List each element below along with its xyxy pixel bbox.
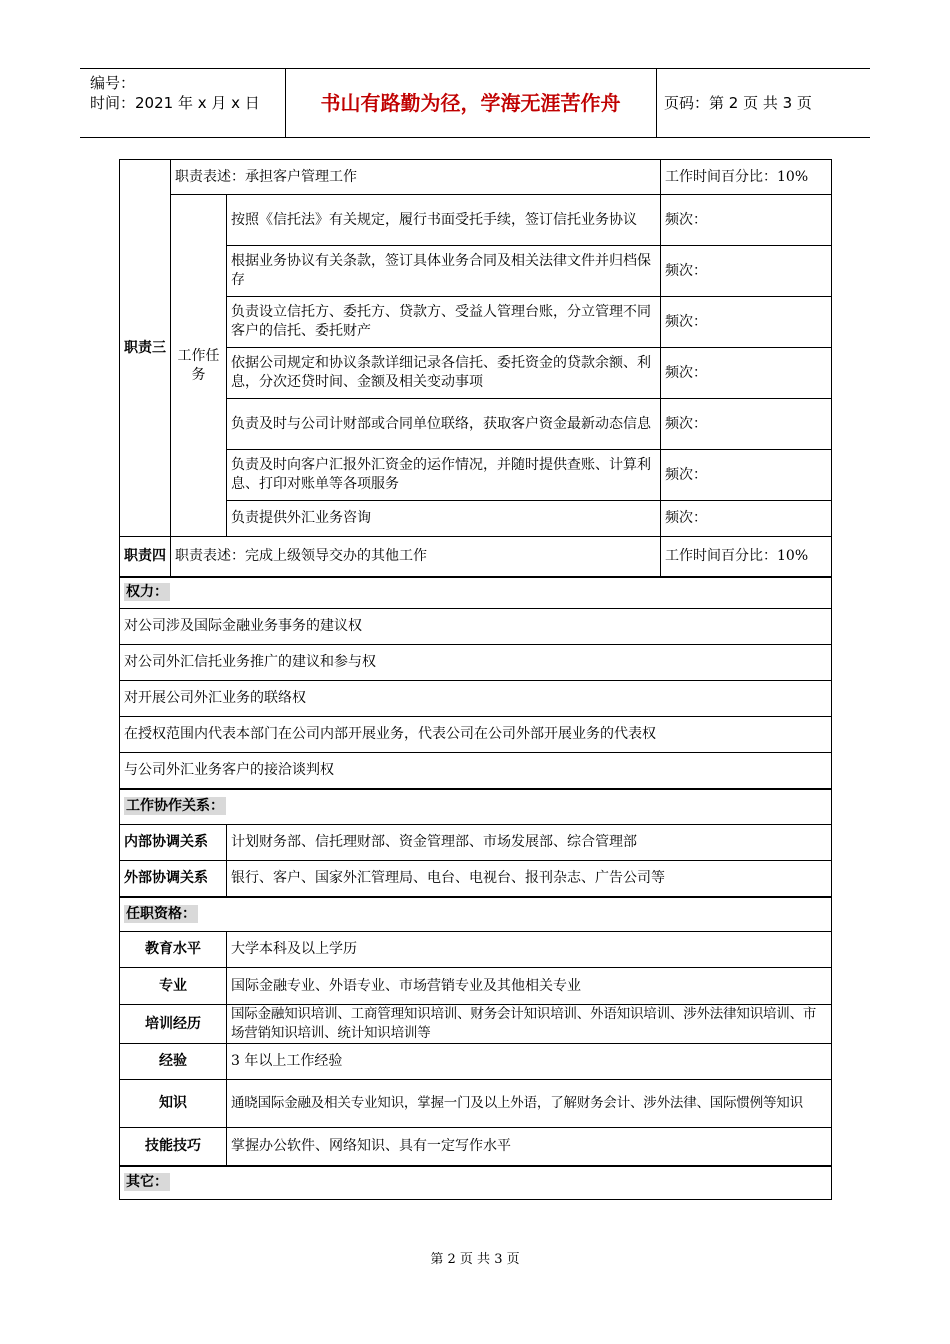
- task-row: [120, 501, 832, 537]
- qualification-label: 知识: [120, 1080, 227, 1128]
- qualifications-title: 任职资格：: [120, 897, 832, 932]
- task-frequency: 频次：: [661, 195, 832, 246]
- header-motto: 书山有路勤为径，学海无涯苦作舟: [285, 69, 657, 137]
- task-row: [120, 399, 832, 450]
- qualification-row: [120, 1128, 832, 1166]
- qualification-row: [120, 1005, 832, 1044]
- authority-item: [120, 753, 832, 789]
- duty3-header-row: [120, 160, 832, 195]
- other-title: 其它：: [120, 1166, 832, 1200]
- authority-item: [120, 609, 832, 645]
- other-section-row: [120, 1166, 832, 1200]
- external-relations-value: 银行、客户、国家外汇管理局、电台、电视台、报刊杂志、广告公司等: [227, 861, 832, 897]
- internal-relations-row: [120, 825, 832, 861]
- authority-text: 在授权范围内代表本部门在公司内部开展业务，代表公司在公司外部开展业务的代表权: [120, 717, 832, 753]
- task-text: 负责及时向客户汇报外汇资金的运作情况，并随时提供查账、计算利息、打印对账单等各项服务: [227, 450, 661, 501]
- qualification-label: 技能技巧: [120, 1128, 227, 1166]
- task-frequency: 频次：: [661, 399, 832, 450]
- qualification-label: 培训经历: [120, 1005, 227, 1044]
- qualification-row: [120, 932, 832, 968]
- authority-item: [120, 717, 832, 753]
- page-header: [80, 68, 870, 138]
- task-text: 负责提供外汇业务咨询: [227, 501, 661, 537]
- authority-text: 对开展公司外汇业务的联络权: [120, 681, 832, 717]
- authority-text: 对公司涉及国际金融业务事务的建议权: [120, 609, 832, 645]
- qualification-value: 大学本科及以上学历: [227, 932, 832, 968]
- qualification-value: 通晓国际金融及相关专业知识，掌握一门及以上外语，了解财务会计、涉外法律、国际惯例等知识: [227, 1080, 832, 1128]
- qualification-value: 掌握办公软件、网络知识、具有一定写作水平: [227, 1128, 832, 1166]
- header-page-info: 页码：第 2 页 共 3 页: [664, 94, 812, 112]
- task-row: [120, 297, 832, 348]
- qualification-label: 专业: [120, 968, 227, 1005]
- qualification-label: 经验: [120, 1044, 227, 1080]
- duty4-label: 职责四: [120, 537, 171, 577]
- duty4-row: [120, 537, 832, 577]
- authority-section-row: [120, 577, 832, 609]
- task-label: 工作任务: [171, 195, 227, 537]
- qualifications-section-row: [120, 897, 832, 932]
- task-row: [120, 348, 832, 399]
- task-frequency: 频次：: [661, 246, 832, 297]
- task-frequency: 频次：: [661, 348, 832, 399]
- task-text: 按照《信托法》有关规定，履行书面受托手续，签订信托业务协议: [227, 195, 661, 246]
- qualification-row: [120, 1080, 832, 1128]
- duty4-description: 职责表述：完成上级领导交办的其他工作: [171, 537, 661, 577]
- internal-relations-value: 计划财务部、信托理财部、资金管理部、市场发展部、综合管理部: [227, 825, 832, 861]
- task-text: 负责及时与公司计财部或合同单位联络，获取客户资金最新动态信息: [227, 399, 661, 450]
- page-footer: 第 2 页 共 3 页: [430, 1252, 520, 1267]
- qualification-row: [120, 1044, 832, 1080]
- duty3-label: 职责三: [120, 160, 171, 537]
- qualification-label: 教育水平: [120, 932, 227, 968]
- external-relations-row: [120, 861, 832, 897]
- duty3-description: 职责表述：承担客户管理工作: [171, 160, 661, 195]
- task-frequency: 频次：: [661, 450, 832, 501]
- doc-time-label: 时间：2021 年 x 月 x 日: [90, 94, 260, 112]
- external-relations-label: 外部协调关系: [120, 861, 227, 897]
- duty3-percent: 工作时间百分比：10%: [661, 160, 832, 195]
- task-text: 负责设立信托方、委托方、贷款方、受益人管理台账，分立管理不同客户的信托、委托财产: [227, 297, 661, 348]
- authority-text: 与公司外汇业务客户的接洽谈判权: [120, 753, 832, 789]
- header-meta: [80, 69, 286, 137]
- task-text: 根据业务协议有关条款，签订具体业务合同及相关法律文件并归档保存: [227, 246, 661, 297]
- task-frequency: 频次：: [661, 297, 832, 348]
- qualification-row: [120, 968, 832, 1005]
- task-row: [120, 195, 832, 246]
- duty4-percent: 工作时间百分比：10%: [661, 537, 832, 577]
- qualification-value: 国际金融专业、外语专业、市场营销专业及其他相关专业: [227, 968, 832, 1005]
- task-frequency: 频次：: [661, 501, 832, 537]
- authority-title: 权力：: [120, 577, 832, 609]
- task-text: 依据公司规定和协议条款详细记录各信托、委托资金的贷款余额、利息，分次还贷时间、金额及相关变动事项: [227, 348, 661, 399]
- internal-relations-label: 内部协调关系: [120, 825, 227, 861]
- job-description-table: [119, 159, 832, 1200]
- doc-number-label: 编号：: [90, 74, 136, 92]
- authority-item: [120, 681, 832, 717]
- qualification-value: 3 年以上工作经验: [227, 1044, 832, 1080]
- authority-text: 对公司外汇信托业务推广的建议和参与权: [120, 645, 832, 681]
- authority-item: [120, 645, 832, 681]
- relations-title: 工作协作关系：: [120, 789, 832, 825]
- task-row: [120, 450, 832, 501]
- relations-section-row: [120, 789, 832, 825]
- task-row: [120, 246, 832, 297]
- qualification-value: 国际金融知识培训、工商管理知识培训、财务会计知识培训、外语知识培训、涉外法律知识培训、市场营销知识培训、统计知识培训等: [227, 1005, 832, 1044]
